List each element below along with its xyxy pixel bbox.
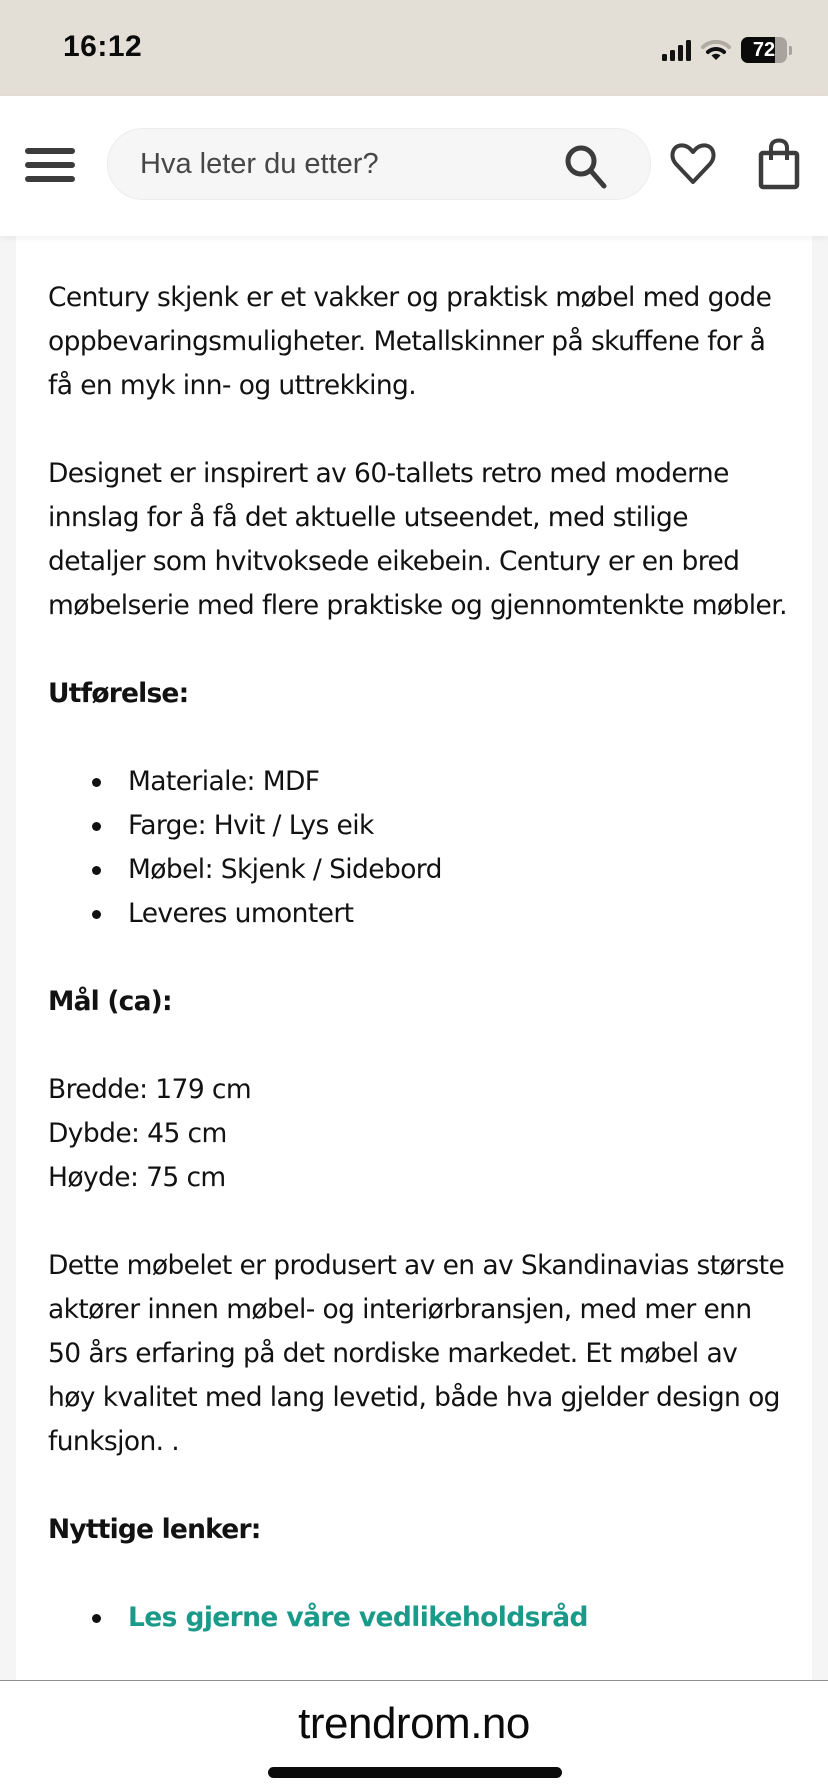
status-bar <box>0 0 828 96</box>
links-list <box>48 1596 788 1640</box>
maintenance-advice-link[interactable]: Les gjerne våre vedlikeholdsråd <box>128 1602 588 1633</box>
hamburger-menu-icon[interactable] <box>25 148 75 182</box>
product-description-card <box>16 236 812 1680</box>
dimensions-list <box>48 1068 788 1200</box>
link-item <box>128 1596 788 1640</box>
search-box[interactable] <box>107 128 651 200</box>
spec-item: Materiale: MDF <box>128 760 788 804</box>
spec-item: Møbel: Skjenk / Sidebord <box>128 848 788 892</box>
spec-item: Leveres umontert <box>128 892 788 936</box>
battery-icon <box>741 37 787 63</box>
description-paragraph: Century skjenk er et vakker og praktisk møbel med gode oppbevaringsmuligheter. Metallskinner på skuffene for å få en myk inn- og uttrekking. <box>48 282 772 401</box>
home-indicator[interactable] <box>268 1767 562 1778</box>
product-description <box>48 276 788 1680</box>
site-header <box>0 96 828 236</box>
status-icons <box>662 36 792 64</box>
dimension-width: Bredde: 179 cm <box>48 1074 252 1105</box>
dimensions-heading: Mål (ca): <box>48 986 172 1017</box>
heart-icon[interactable] <box>670 142 716 186</box>
status-time: 16:12 <box>63 30 143 63</box>
dimension-height: Høyde: 75 cm <box>48 1162 226 1193</box>
signal-icon <box>662 39 691 61</box>
spec-heading: Utførelse: <box>48 678 189 709</box>
description-paragraph: Designet er inspirert av 60-tallets retro med moderne innslag for å få det aktuelle utseendet, med stilige detaljer som hvitvoksede eikebein. Century er en bred møbelserie med flere praktiske og gjennomtenkte møbler. <box>48 458 787 621</box>
url-text[interactable]: trendrom.no <box>298 1699 530 1748</box>
links-heading: Nyttige lenker: <box>48 1514 261 1545</box>
spec-list <box>48 760 788 936</box>
search-icon[interactable] <box>562 142 610 190</box>
battery-cap <box>789 46 792 55</box>
dimension-depth: Dybde: 45 cm <box>48 1118 227 1149</box>
spec-item: Farge: Hvit / Lys eik <box>128 804 788 848</box>
battery-percent: 72 <box>752 38 776 61</box>
search-input[interactable] <box>140 129 540 199</box>
shopping-bag-icon[interactable] <box>758 138 800 190</box>
wifi-icon <box>701 39 731 61</box>
manufacturer-paragraph: Dette møbelet er produsert av en av Skandinavias største aktører innen møbel- og interiørbransjen, med mer enn 50 års erfaring på det nordiske markedet. Et møbel av høy kvalitet med lang levetid, både hva gjelder design og funksjon. . <box>48 1250 785 1457</box>
browser-address-bar[interactable] <box>0 1680 828 1792</box>
